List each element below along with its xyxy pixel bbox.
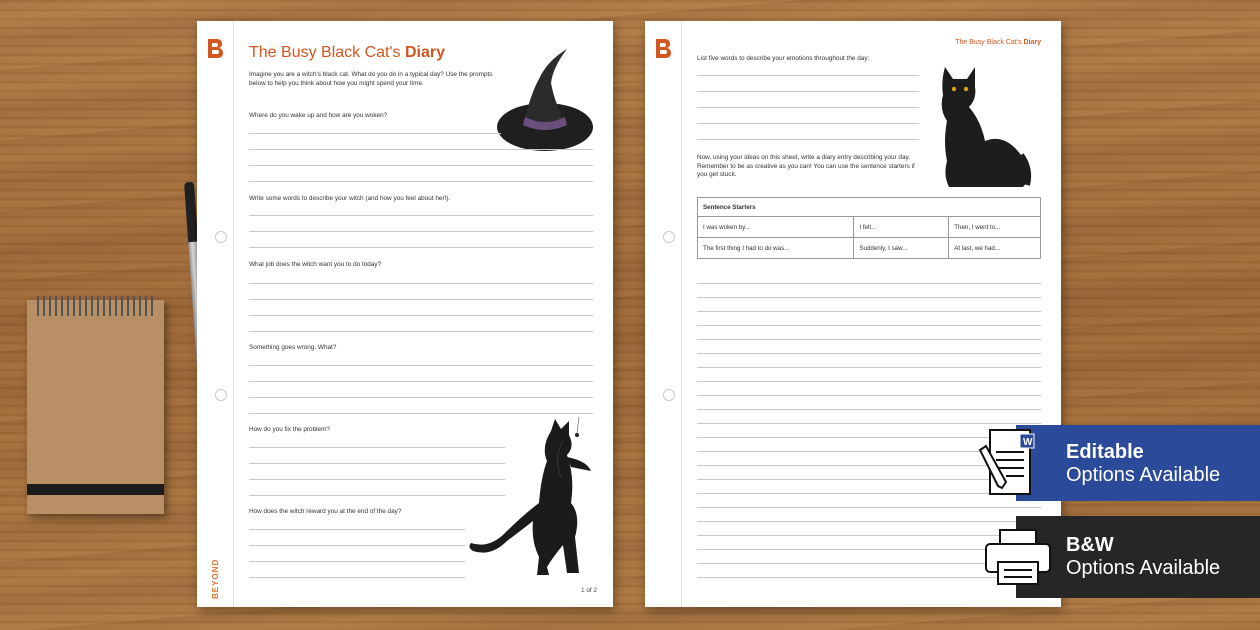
bw-badge-title: B&W [1066,534,1114,556]
editable-badge-subtitle: Options Available [1066,464,1221,486]
standing-cat-image [463,417,603,577]
writing-line [697,339,1041,340]
writing-line [697,409,1041,410]
writing-line [249,331,593,332]
table-cell: I felt... [854,217,949,238]
writing-line [249,181,593,182]
writing-line [249,529,465,530]
twinkl-logo-icon [205,37,225,59]
writing-line [249,231,593,232]
witch-hat-image [495,43,595,157]
writing-line [697,423,1041,424]
bw-badge-subtitle: Options Available [1066,557,1221,579]
margin-line [233,21,234,607]
writing-line [697,521,1041,522]
writing-line [697,381,1041,382]
writing-line [249,365,593,366]
page-number: 1 of 2 [581,587,597,594]
table-cell: The first thing I had to do was... [698,238,854,259]
writing-line [697,353,1041,354]
punch-hole [215,231,227,243]
table-cell: I was woken by... [698,217,854,238]
writing-line [249,545,465,546]
question-2: Write some words to describe your witch (and how you feel about her!). [249,195,451,202]
beyond-brand-label: BEYOND [211,558,220,599]
question-6: How does the witch reward you at the end of the day? [249,508,402,515]
writing-line [697,325,1041,326]
emotions-prompt: List five words to describe your emotions throughout the day: [697,55,870,62]
table-row [698,238,1041,259]
table-row [698,217,1041,238]
writing-line [249,165,593,166]
writing-line [697,395,1041,396]
punch-hole [663,231,675,243]
sentence-starters-title: Sentence Starters [698,198,1041,217]
punch-hole [215,389,227,401]
writing-line [249,577,465,578]
writing-line [697,139,919,140]
writing-line [697,283,1041,284]
writing-line [249,149,593,150]
question-3: What job does the witch want you to do today? [249,261,382,268]
notepad-band [27,484,164,495]
margin-line [681,21,682,607]
table-cell: Then, I went to... [949,217,1041,238]
writing-line [697,107,919,108]
writing-line [249,413,593,414]
twinkl-logo-icon [653,37,673,59]
writing-line [697,297,1041,298]
worksheet-page-2 [645,21,1061,607]
worksheet-page-1 [197,21,613,607]
diary-instructions: Now, using your ideas on this sheet, write a diary entry describing your day. Remember to be as creative as you can! You can use the sentence starters if you get stuck. [697,154,915,179]
intro-text: Imagine you are a witch's black cat. What do you do in a typical day? Use the prompts below to help you think about how you might spend your time. [249,71,493,87]
writing-line [697,311,1041,312]
editable-badge-title: Editable [1066,441,1144,463]
sentence-starters-table [697,197,1041,259]
svg-text:W: W [1023,437,1033,448]
question-4: Something goes wrong. What? [249,344,337,351]
writing-line [249,299,593,300]
question-1: Where do you wake up and how are you woken? [249,112,388,119]
table-cell: At last, we had... [949,238,1041,259]
writing-line [697,91,919,92]
page-header: The Busy Black Cat's Diary [955,39,1041,46]
writing-line [697,367,1041,368]
writing-line [249,381,593,382]
question-5: How do you fix the problem? [249,426,330,433]
writing-line [249,215,593,216]
worksheet-title: The Busy Black Cat's Diary [249,44,446,61]
writing-line [697,123,919,124]
word-document-icon [976,426,1054,500]
writing-line [249,283,593,284]
notepad [27,300,164,514]
punch-hole [663,389,675,401]
writing-line [249,247,593,248]
writing-line [249,315,593,316]
notepad-spiral [37,296,155,316]
writing-line [697,75,919,76]
table-cell: Suddenly, I saw... [854,238,949,259]
writing-line [249,561,465,562]
writing-line [249,397,593,398]
printer-icon [982,526,1054,588]
sitting-cat-image [935,65,1035,193]
writing-line [697,507,1041,508]
writing-line [249,133,501,134]
